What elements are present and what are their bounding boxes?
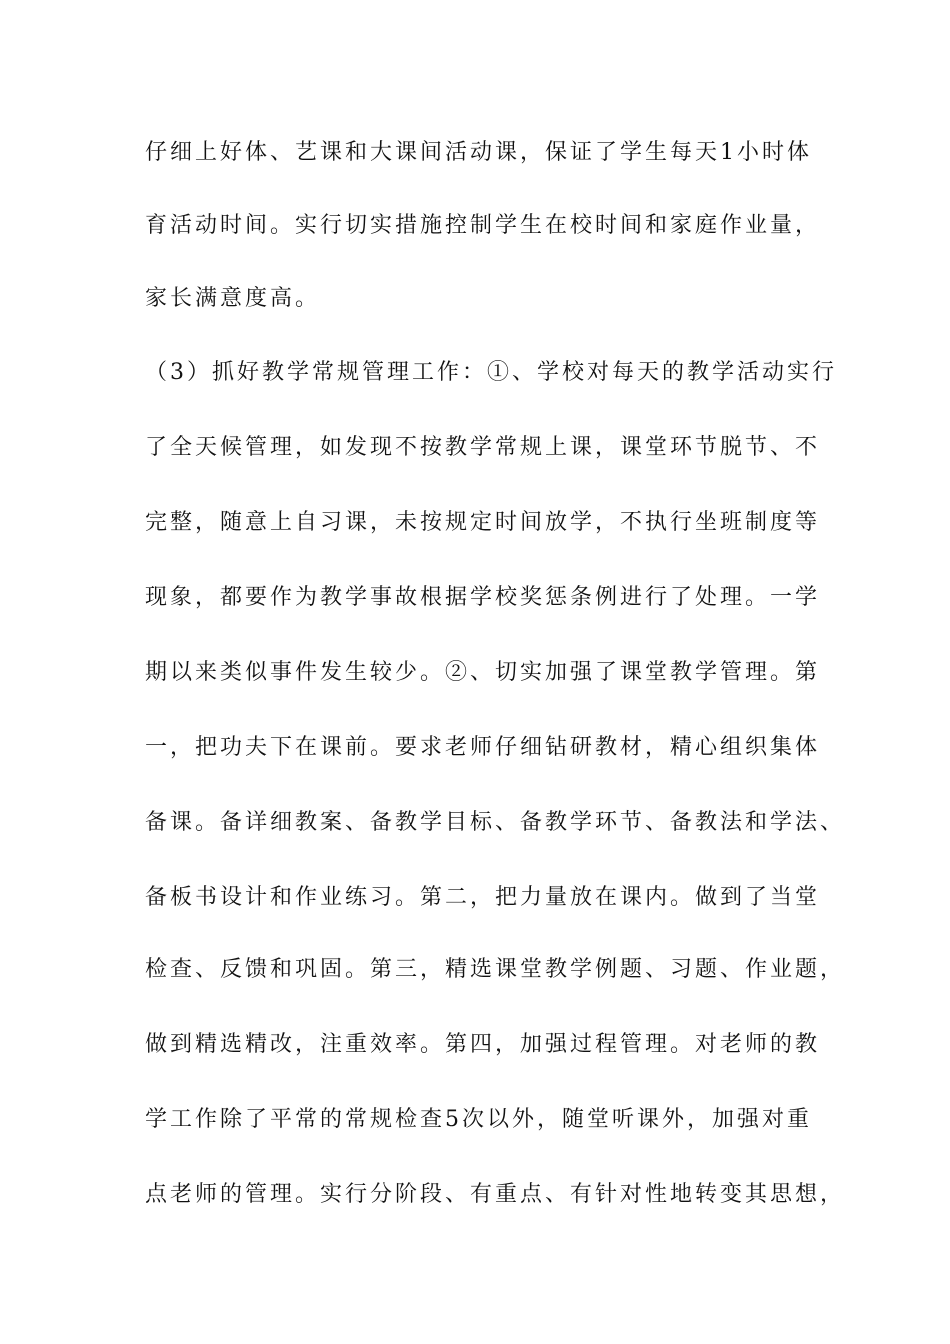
text-line: 仔细上好体、艺课和大课间活动课，保证了学生每天1小时体 — [145, 140, 812, 165]
text-line: 点老师的管理。实行分阶段、有重点、有针对性地转变其思想， — [145, 1182, 846, 1207]
text-line: 一，把功夫下在课前。要求老师仔细钻研教材，精心组织集体 — [145, 735, 821, 760]
text-line: 做到精选精改，注重效率。第四，加强过程管理。对老师的教 — [145, 1032, 821, 1057]
text-line: 完整，随意上自习课，未按规定时间放学，不执行坐班制度等 — [145, 510, 821, 535]
text-line: 期以来类似事件发生较少。②、切实加强了课堂教学管理。第 — [145, 660, 821, 685]
text-line: （3）抓好教学常规管理工作：①、学校对每天的教学活动实行 — [145, 360, 837, 385]
text-line: 现象，都要作为教学事故根据学校奖惩条例进行了处理。一学 — [145, 585, 821, 610]
text-line: 备课。备详细教案、备教学目标、备教学环节、备教法和学法、 — [145, 810, 846, 835]
text-line: 检查、反馈和巩固。第三，精选课堂教学例题、习题、作业题， — [145, 957, 846, 982]
text-line: 育活动时间。实行切实措施控制学生在校时间和家庭作业量， — [145, 213, 821, 238]
text-line: 备板书设计和作业练习。第二，把力量放在课内。做到了当堂 — [145, 885, 821, 910]
text-line: 家长满意度高。 — [145, 286, 321, 311]
text-line: 了全天候管理，如发现不按教学常规上课，课堂环节脱节、不 — [145, 435, 821, 460]
text-line: 学工作除了平常的常规检查5次以外，随堂听课外，加强对重 — [145, 1107, 812, 1132]
